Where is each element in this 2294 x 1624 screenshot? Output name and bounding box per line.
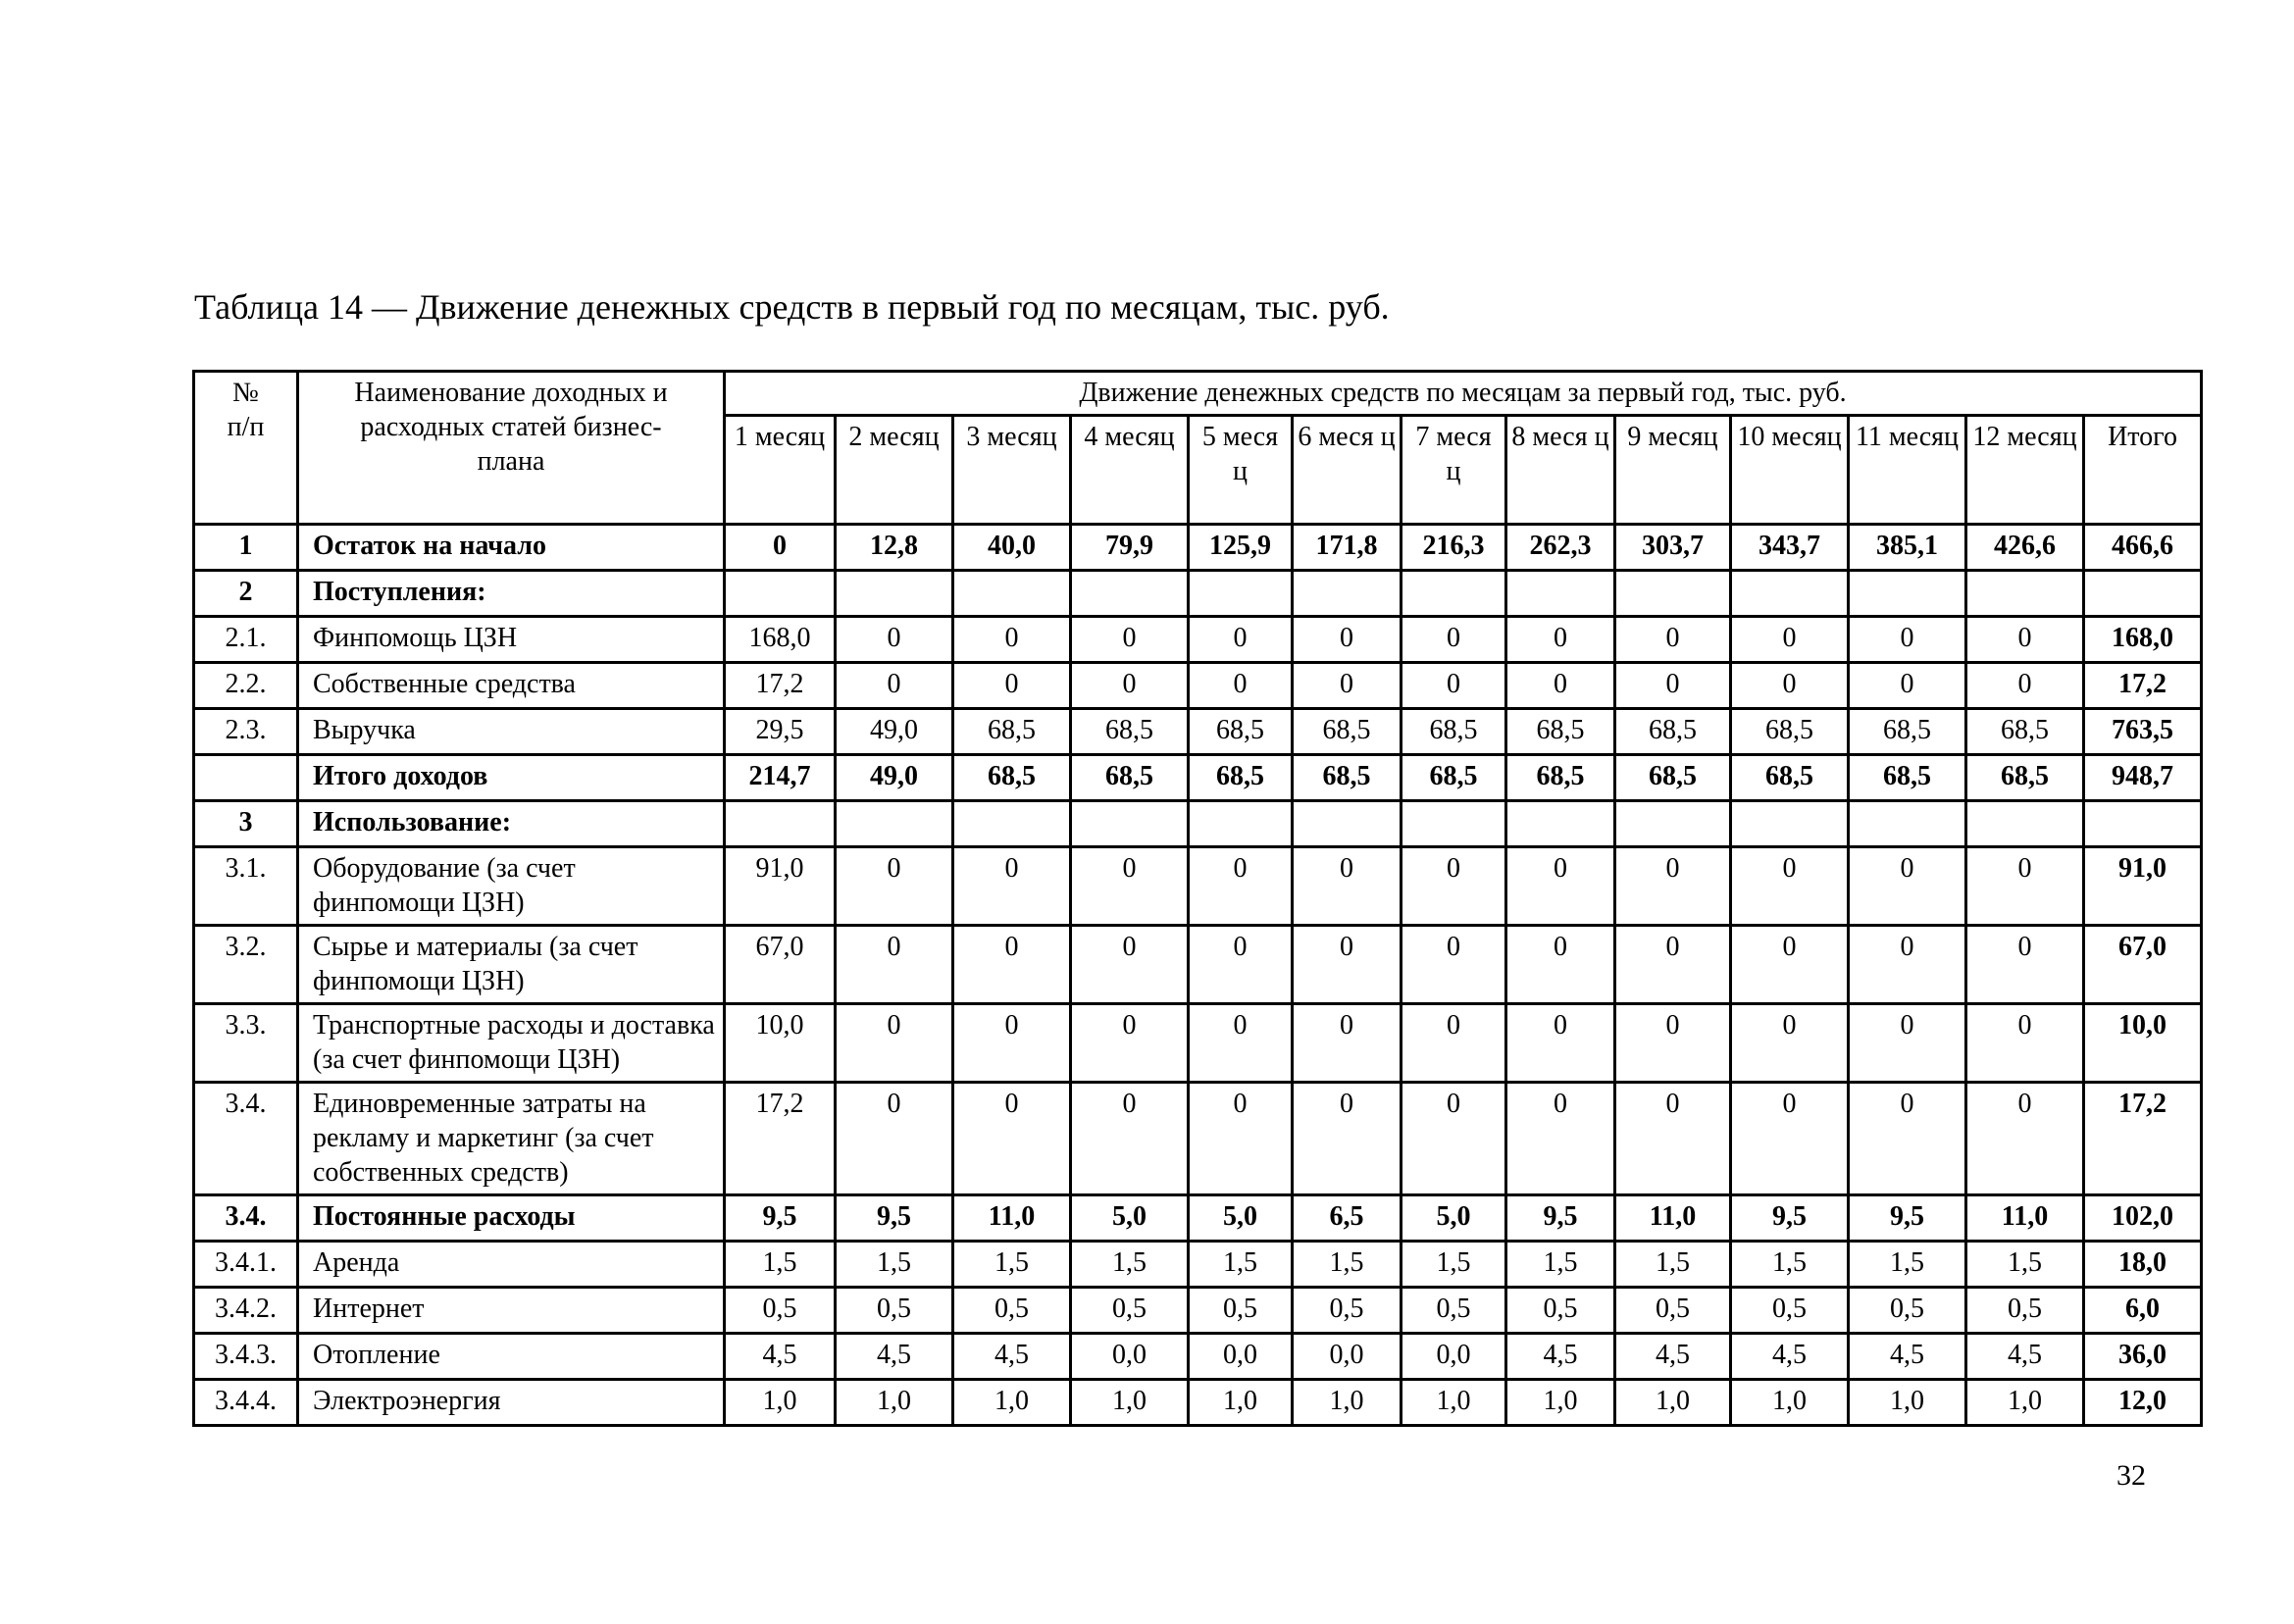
table-row xyxy=(194,1004,2202,1083)
month-value: 0 xyxy=(1071,617,1189,663)
row-number: 3 xyxy=(194,801,298,847)
month-value: 0 xyxy=(1506,847,1615,926)
row-total: 17,2 xyxy=(2084,1083,2202,1195)
month-value: 1,0 xyxy=(1966,1380,2084,1426)
month-value: 11,0 xyxy=(1615,1195,1731,1242)
month-value: 0 xyxy=(1402,617,1506,663)
month-value: 0 xyxy=(953,847,1071,926)
month-value: 68,5 xyxy=(1402,709,1506,755)
month-value: 0,5 xyxy=(725,1288,836,1334)
month-value: 0 xyxy=(1402,1083,1506,1195)
row-name: Постоянные расходы xyxy=(298,1195,725,1242)
row-name: Оборудование (за счет финпомощи ЦЗН) xyxy=(298,847,725,926)
month-value: 68,5 xyxy=(1506,755,1615,801)
month-value: 49,0 xyxy=(836,755,953,801)
row-total: 466,6 xyxy=(2084,525,2202,571)
month-value xyxy=(836,571,953,617)
month-value: 0,5 xyxy=(953,1288,1071,1334)
table-caption: Таблица 14 — Движение денежных средств в первый год по месяцам, тыс. руб. xyxy=(194,287,1390,327)
month-value: 0 xyxy=(953,663,1071,709)
month-value: 68,5 xyxy=(1402,755,1506,801)
row-name: Выручка xyxy=(298,709,725,755)
month-value: 0 xyxy=(1966,847,2084,926)
month-value: 0 xyxy=(1506,1004,1615,1083)
month-value: 91,0 xyxy=(725,847,836,926)
month-value: 68,5 xyxy=(1506,709,1615,755)
month-value: 0 xyxy=(725,525,836,571)
header-month-8: 8 меся ц xyxy=(1506,416,1615,525)
row-number: 2.2. xyxy=(194,663,298,709)
month-value: 0 xyxy=(1731,1083,1849,1195)
table-row xyxy=(194,1242,2202,1288)
row-name: Сырье и материалы (за счет финпомощи ЦЗН) xyxy=(298,926,725,1004)
row-number: 2 xyxy=(194,571,298,617)
month-value: 0 xyxy=(1731,617,1849,663)
month-value: 4,5 xyxy=(1615,1334,1731,1380)
month-value: 1,0 xyxy=(1849,1380,1966,1426)
month-value: 0 xyxy=(1402,847,1506,926)
month-value: 0 xyxy=(836,847,953,926)
month-value: 0 xyxy=(1293,663,1402,709)
month-value: 0 xyxy=(1402,663,1506,709)
month-value: 1,0 xyxy=(1402,1380,1506,1426)
month-value: 68,5 xyxy=(1293,709,1402,755)
month-value: 0 xyxy=(1849,663,1966,709)
month-value: 0,5 xyxy=(1402,1288,1506,1334)
row-number: 3.4. xyxy=(194,1195,298,1242)
month-value: 4,5 xyxy=(1506,1334,1615,1380)
month-value: 68,5 xyxy=(1189,709,1293,755)
month-value: 0 xyxy=(1293,926,1402,1004)
month-value: 68,5 xyxy=(1071,755,1189,801)
month-value: 0 xyxy=(1293,617,1402,663)
month-value: 0 xyxy=(1615,1004,1731,1083)
header-num: № п/п xyxy=(194,372,298,525)
month-value: 1,0 xyxy=(1071,1380,1189,1426)
month-value: 49,0 xyxy=(836,709,953,755)
month-value: 0 xyxy=(1506,926,1615,1004)
month-value: 0 xyxy=(953,617,1071,663)
month-value: 0 xyxy=(953,926,1071,1004)
month-value: 0 xyxy=(1293,1004,1402,1083)
month-value: 68,5 xyxy=(1966,709,2084,755)
month-value xyxy=(1731,801,1849,847)
month-value: 79,9 xyxy=(1071,525,1189,571)
month-value: 6,5 xyxy=(1293,1195,1402,1242)
header-group: Движение денежных средств по месяцам за первый год, тыс. руб. xyxy=(725,372,2202,416)
row-number: 2.3. xyxy=(194,709,298,755)
month-value: 0 xyxy=(1189,926,1293,1004)
month-value: 68,5 xyxy=(1731,709,1849,755)
row-name: Итого доходов xyxy=(298,755,725,801)
month-value: 0 xyxy=(1966,1004,2084,1083)
month-value: 0 xyxy=(1615,617,1731,663)
row-total: 18,0 xyxy=(2084,1242,2202,1288)
month-value: 1,5 xyxy=(1966,1242,2084,1288)
month-value: 1,5 xyxy=(1189,1242,1293,1288)
month-value: 0 xyxy=(1966,1083,2084,1195)
row-name: Использование: xyxy=(298,801,725,847)
row-name: Остаток на начало xyxy=(298,525,725,571)
month-value: 0 xyxy=(1189,1004,1293,1083)
month-value: 1,0 xyxy=(1506,1380,1615,1426)
month-value: 5,0 xyxy=(1189,1195,1293,1242)
month-value: 303,7 xyxy=(1615,525,1731,571)
month-value: 1,5 xyxy=(1402,1242,1506,1288)
month-value: 262,3 xyxy=(1506,525,1615,571)
table-row xyxy=(194,926,2202,1004)
month-value: 0,5 xyxy=(836,1288,953,1334)
month-value: 9,5 xyxy=(725,1195,836,1242)
month-value: 0 xyxy=(1071,1083,1189,1195)
table-row xyxy=(194,571,2202,617)
month-value: 0,5 xyxy=(1506,1288,1615,1334)
month-value: 1,5 xyxy=(1293,1242,1402,1288)
month-value: 68,5 xyxy=(1189,755,1293,801)
month-value: 1,5 xyxy=(1731,1242,1849,1288)
month-value xyxy=(1506,571,1615,617)
row-total: 6,0 xyxy=(2084,1288,2202,1334)
month-value: 9,5 xyxy=(836,1195,953,1242)
month-value xyxy=(953,571,1071,617)
month-value: 0,5 xyxy=(1731,1288,1849,1334)
header-month-4: 4 месяц xyxy=(1071,416,1189,525)
month-value: 1,0 xyxy=(1615,1380,1731,1426)
row-total: 12,0 xyxy=(2084,1380,2202,1426)
cash-flow-table xyxy=(192,370,2203,1427)
month-value: 0 xyxy=(1071,1004,1189,1083)
month-value: 0 xyxy=(953,1004,1071,1083)
table-row xyxy=(194,1288,2202,1334)
month-value: 0 xyxy=(1731,663,1849,709)
month-value xyxy=(725,571,836,617)
month-value: 0 xyxy=(1189,847,1293,926)
row-name: Интернет xyxy=(298,1288,725,1334)
month-value xyxy=(1189,801,1293,847)
header-month-7: 7 меся ц xyxy=(1402,416,1506,525)
month-value: 0 xyxy=(836,617,953,663)
row-name: Собственные средства xyxy=(298,663,725,709)
table-row xyxy=(194,847,2202,926)
row-total: 10,0 xyxy=(2084,1004,2202,1083)
row-number: 3.4.2. xyxy=(194,1288,298,1334)
table-row xyxy=(194,801,2202,847)
row-number: 3.4.3. xyxy=(194,1334,298,1380)
month-value: 216,3 xyxy=(1402,525,1506,571)
month-value: 0 xyxy=(1189,663,1293,709)
month-value: 125,9 xyxy=(1189,525,1293,571)
month-value: 0 xyxy=(1966,617,2084,663)
month-value xyxy=(1849,801,1966,847)
row-name: Транспортные расходы и доставка (за счет финпомощи ЦЗН) xyxy=(298,1004,725,1083)
month-value: 0 xyxy=(1731,1004,1849,1083)
page-number: 32 xyxy=(2116,1459,2146,1492)
month-value: 0,5 xyxy=(1189,1288,1293,1334)
header-month-9: 9 месяц xyxy=(1615,416,1731,525)
table-row xyxy=(194,1334,2202,1380)
month-value: 0 xyxy=(1849,617,1966,663)
month-value: 0 xyxy=(1506,1083,1615,1195)
month-value: 0 xyxy=(1615,847,1731,926)
month-value: 0 xyxy=(1615,926,1731,1004)
row-number: 3.4.4. xyxy=(194,1380,298,1426)
month-value xyxy=(1506,801,1615,847)
month-value: 0 xyxy=(1506,663,1615,709)
month-value: 1,0 xyxy=(1731,1380,1849,1426)
row-number: 2.1. xyxy=(194,617,298,663)
month-value: 0 xyxy=(836,663,953,709)
header-month-3: 3 месяц xyxy=(953,416,1071,525)
month-value: 1,0 xyxy=(1293,1380,1402,1426)
month-value: 5,0 xyxy=(1402,1195,1506,1242)
month-value: 0 xyxy=(836,1083,953,1195)
month-value: 67,0 xyxy=(725,926,836,1004)
month-value: 0 xyxy=(1402,1004,1506,1083)
month-value: 385,1 xyxy=(1849,525,1966,571)
month-value: 4,5 xyxy=(1849,1334,1966,1380)
row-number: 3.4. xyxy=(194,1083,298,1195)
month-value: 0 xyxy=(1189,617,1293,663)
row-number: 3.1. xyxy=(194,847,298,926)
month-value: 0,5 xyxy=(1615,1288,1731,1334)
table-row xyxy=(194,1380,2202,1426)
month-value xyxy=(1966,801,2084,847)
month-value: 68,5 xyxy=(1849,709,1966,755)
month-value: 0,0 xyxy=(1293,1334,1402,1380)
month-value: 1,0 xyxy=(725,1380,836,1426)
month-value: 40,0 xyxy=(953,525,1071,571)
row-name: Отопление xyxy=(298,1334,725,1380)
month-value xyxy=(1731,571,1849,617)
month-value: 4,5 xyxy=(836,1334,953,1380)
row-number: 1 xyxy=(194,525,298,571)
month-value: 1,5 xyxy=(725,1242,836,1288)
month-value: 0 xyxy=(1966,926,2084,1004)
row-number: 3.3. xyxy=(194,1004,298,1083)
month-value: 0 xyxy=(1293,1083,1402,1195)
month-value xyxy=(1849,571,1966,617)
header-name: Наименование доходных и расходных статей бизнес-плана xyxy=(298,372,725,525)
month-value: 4,5 xyxy=(953,1334,1071,1380)
header-month-1: 1 месяц xyxy=(725,416,836,525)
table-row xyxy=(194,1195,2202,1242)
header-month-12: 12 месяц xyxy=(1966,416,2084,525)
month-value: 0 xyxy=(953,1083,1071,1195)
month-value xyxy=(836,801,953,847)
month-value xyxy=(1071,801,1189,847)
header-month-10: 10 месяц xyxy=(1731,416,1849,525)
month-value: 0 xyxy=(1849,847,1966,926)
row-name: Единовременные затраты на рекламу и маркетинг (за счет собственных средств) xyxy=(298,1083,725,1195)
month-value: 12,8 xyxy=(836,525,953,571)
month-value: 17,2 xyxy=(725,1083,836,1195)
row-number xyxy=(194,755,298,801)
month-value: 10,0 xyxy=(725,1004,836,1083)
row-total: 67,0 xyxy=(2084,926,2202,1004)
row-name: Финпомощь ЦЗН xyxy=(298,617,725,663)
month-value: 0 xyxy=(1849,926,1966,1004)
month-value: 0 xyxy=(836,926,953,1004)
row-total: 91,0 xyxy=(2084,847,2202,926)
row-total: 102,0 xyxy=(2084,1195,2202,1242)
month-value: 0 xyxy=(1071,926,1189,1004)
month-value: 68,5 xyxy=(1293,755,1402,801)
row-number: 3.4.1. xyxy=(194,1242,298,1288)
row-name: Электроэнергия xyxy=(298,1380,725,1426)
month-value: 0 xyxy=(1849,1083,1966,1195)
month-value: 171,8 xyxy=(1293,525,1402,571)
month-value: 11,0 xyxy=(1966,1195,2084,1242)
month-value: 0 xyxy=(1189,1083,1293,1195)
month-value: 68,5 xyxy=(1071,709,1189,755)
month-value: 0,5 xyxy=(1966,1288,2084,1334)
month-value: 0,5 xyxy=(1293,1288,1402,1334)
row-name: Поступления: xyxy=(298,571,725,617)
month-value: 343,7 xyxy=(1731,525,1849,571)
month-value: 0 xyxy=(1293,847,1402,926)
month-value: 1,5 xyxy=(1506,1242,1615,1288)
month-value: 0 xyxy=(1731,847,1849,926)
month-value: 1,5 xyxy=(1615,1242,1731,1288)
month-value: 0,5 xyxy=(1849,1288,1966,1334)
month-value: 0,0 xyxy=(1402,1334,1506,1380)
month-value: 68,5 xyxy=(1615,755,1731,801)
month-value xyxy=(1615,571,1731,617)
month-value: 1,0 xyxy=(1189,1380,1293,1426)
month-value: 0,0 xyxy=(1189,1334,1293,1380)
month-value xyxy=(1293,801,1402,847)
row-total: 36,0 xyxy=(2084,1334,2202,1380)
month-value xyxy=(1402,571,1506,617)
month-value: 1,0 xyxy=(953,1380,1071,1426)
month-value xyxy=(1402,801,1506,847)
month-value: 68,5 xyxy=(1849,755,1966,801)
month-value: 0 xyxy=(1731,926,1849,1004)
header-month-11: 11 месяц xyxy=(1849,416,1966,525)
table-row xyxy=(194,663,2202,709)
month-value xyxy=(1189,571,1293,617)
month-value xyxy=(1071,571,1189,617)
month-value: 4,5 xyxy=(1731,1334,1849,1380)
month-value: 1,5 xyxy=(953,1242,1071,1288)
month-value: 0 xyxy=(836,1004,953,1083)
row-total: 763,5 xyxy=(2084,709,2202,755)
month-value: 0 xyxy=(1615,1083,1731,1195)
month-value: 68,5 xyxy=(953,709,1071,755)
month-value: 1,5 xyxy=(836,1242,953,1288)
month-value: 1,5 xyxy=(1849,1242,1966,1288)
month-value: 4,5 xyxy=(1966,1334,2084,1380)
table-row xyxy=(194,525,2202,571)
month-value: 9,5 xyxy=(1731,1195,1849,1242)
row-name: Аренда xyxy=(298,1242,725,1288)
month-value: 5,0 xyxy=(1071,1195,1189,1242)
row-total: 168,0 xyxy=(2084,617,2202,663)
month-value: 1,0 xyxy=(836,1380,953,1426)
month-value: 4,5 xyxy=(725,1334,836,1380)
month-value: 68,5 xyxy=(1966,755,2084,801)
month-value: 0,0 xyxy=(1071,1334,1189,1380)
header-month-6: 6 меся ц xyxy=(1293,416,1402,525)
month-value: 0 xyxy=(1402,926,1506,1004)
month-value: 0,5 xyxy=(1071,1288,1189,1334)
month-value: 0 xyxy=(1966,663,2084,709)
month-value xyxy=(1615,801,1731,847)
header-month-2: 2 месяц xyxy=(836,416,953,525)
month-value: 29,5 xyxy=(725,709,836,755)
month-value xyxy=(725,801,836,847)
month-value: 0 xyxy=(1071,663,1189,709)
month-value: 68,5 xyxy=(1731,755,1849,801)
month-value xyxy=(1966,571,2084,617)
month-value: 168,0 xyxy=(725,617,836,663)
month-value: 17,2 xyxy=(725,663,836,709)
month-value: 0 xyxy=(1506,617,1615,663)
row-total xyxy=(2084,571,2202,617)
table-row xyxy=(194,709,2202,755)
month-value xyxy=(1293,571,1402,617)
row-number: 3.2. xyxy=(194,926,298,1004)
month-value: 426,6 xyxy=(1966,525,2084,571)
month-value: 9,5 xyxy=(1849,1195,1966,1242)
row-total: 17,2 xyxy=(2084,663,2202,709)
month-value: 214,7 xyxy=(725,755,836,801)
month-value: 1,5 xyxy=(1071,1242,1189,1288)
header-total: Итого xyxy=(2084,416,2202,525)
month-value xyxy=(953,801,1071,847)
table-row xyxy=(194,755,2202,801)
table-row xyxy=(194,617,2202,663)
table-row xyxy=(194,1083,2202,1195)
month-value: 0 xyxy=(1849,1004,1966,1083)
header-month-5: 5 меся ц xyxy=(1189,416,1293,525)
row-total xyxy=(2084,801,2202,847)
month-value: 68,5 xyxy=(953,755,1071,801)
month-value: 9,5 xyxy=(1506,1195,1615,1242)
month-value: 0 xyxy=(1071,847,1189,926)
month-value: 0 xyxy=(1615,663,1731,709)
month-value: 11,0 xyxy=(953,1195,1071,1242)
row-total: 948,7 xyxy=(2084,755,2202,801)
month-value: 68,5 xyxy=(1615,709,1731,755)
